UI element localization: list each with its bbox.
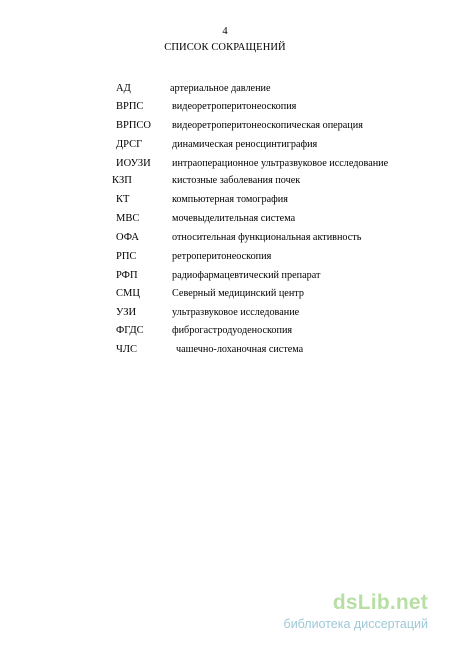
abbreviation-term: УЗИ <box>116 307 137 318</box>
abbreviation-definition: динамическая реносцинтиграфия <box>172 139 318 150</box>
watermark-brand: dsLib.net <box>332 591 428 614</box>
abbreviation-definition: Северный медицинский центр <box>172 288 304 299</box>
abbreviation-term: ИОУЗИ <box>116 158 151 169</box>
list-item <box>0 157 450 173</box>
abbreviation-definition: радиофармацевтический препарат <box>172 270 321 281</box>
page-title: СПИСОК СОКРАЩЕНИЙ <box>164 42 286 53</box>
abbreviation-term: РФП <box>116 270 138 281</box>
list-item <box>0 82 450 98</box>
watermark <box>246 591 436 635</box>
abbreviation-term: ВРПС <box>116 101 144 112</box>
abbreviation-term: ДРСГ <box>116 139 143 150</box>
abbreviation-term: ЧЛС <box>116 344 137 355</box>
page-number: 4 <box>222 26 228 37</box>
abbreviation-definition: ультразвуковое исследование <box>172 307 300 318</box>
list-item <box>0 269 450 285</box>
list-item <box>0 138 450 154</box>
abbreviation-definition: ретроперитонеоскопия <box>172 251 272 262</box>
list-item <box>0 231 450 247</box>
list-item <box>0 287 450 303</box>
abbreviation-definition: фиброгастродуоденоскопия <box>172 325 293 336</box>
abbreviation-definition: мочевыделительная система <box>172 213 296 224</box>
abbreviation-definition: кистозные заболевания почек <box>172 175 301 186</box>
watermark-subtitle: библиотека диссертаций <box>283 617 428 631</box>
abbreviation-term: КТ <box>116 194 130 205</box>
list-item <box>0 100 450 116</box>
abbreviation-term: АД <box>116 83 131 94</box>
list-item <box>0 324 450 340</box>
abbreviation-definition: чашечно-лоханочная система <box>176 344 304 355</box>
list-item <box>0 306 450 322</box>
abbreviation-term: КЗП <box>112 175 132 186</box>
abbreviation-term: МВС <box>116 213 140 224</box>
abbreviation-term: РПС <box>116 251 137 262</box>
list-item <box>0 174 450 190</box>
abbreviation-term: ФГДС <box>116 325 144 336</box>
list-item <box>0 343 450 359</box>
abbreviation-definition: интраоперационное ультразвуковое исследование <box>172 158 389 169</box>
list-item <box>0 250 450 266</box>
abbreviation-term: ВРПСО <box>116 120 152 131</box>
abbreviation-definition: артериальное давление <box>170 83 271 94</box>
list-item <box>0 193 450 209</box>
abbreviation-definition: относительная функциональная активность <box>172 232 362 243</box>
abbreviation-definition: видеоретроперитонеоскопическая операция <box>172 120 363 131</box>
list-item <box>0 119 450 135</box>
list-item <box>0 212 450 228</box>
abbreviation-term: СМЦ <box>116 288 140 299</box>
abbreviation-definition: компьютерная томография <box>172 194 288 205</box>
abbreviation-term: ОФА <box>116 232 139 243</box>
abbreviation-definition: видеоретроперитонеоскопия <box>172 101 297 112</box>
